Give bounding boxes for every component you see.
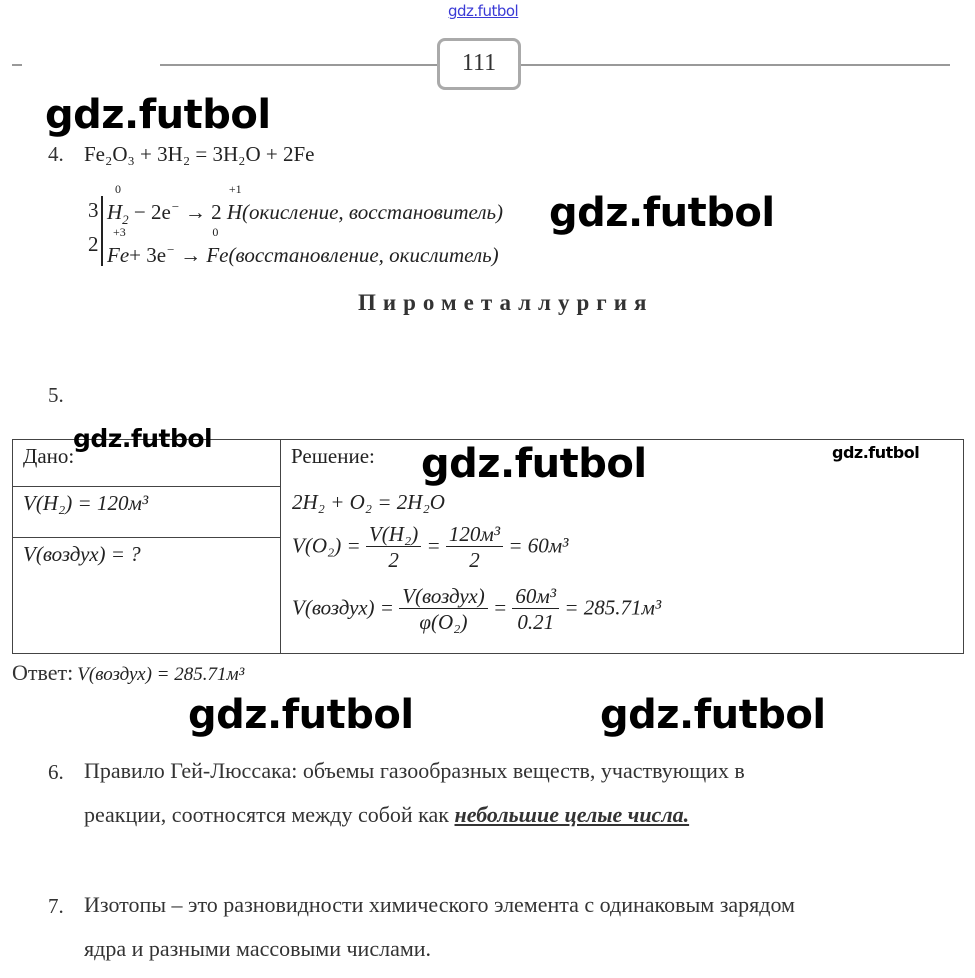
fraction bbox=[512, 584, 559, 635]
item-number: 4. bbox=[48, 142, 64, 166]
header-line-left bbox=[160, 64, 440, 66]
denominator: φ(O₂) bbox=[419, 610, 468, 634]
balance-line-oxidation bbox=[107, 182, 504, 228]
element-symbol: H bbox=[107, 200, 123, 224]
step-left: V(воздух) = bbox=[292, 595, 394, 620]
charge: − bbox=[170, 199, 180, 214]
given-unknown: V(воздух) = ? bbox=[23, 542, 141, 566]
numerator: V(H₂) bbox=[366, 522, 421, 547]
given-cell bbox=[13, 487, 281, 538]
denominator: 0.21 bbox=[517, 610, 555, 634]
item-number: 7. bbox=[48, 894, 64, 918]
watermark: gdz.futbol bbox=[421, 441, 647, 487]
item6-line1: Правило Гей-Люссака: объемы газообразных веществ, участвующих в bbox=[84, 758, 745, 783]
answer bbox=[12, 660, 244, 686]
header-line-right bbox=[520, 64, 950, 66]
oxidation-state: +1 bbox=[228, 182, 242, 196]
watermark: gdz.futbol bbox=[188, 692, 414, 738]
solution-step-air: V(воздух) = $\frac{\text{V(воздух)}}{\text{φ(O₂)}}$ = $\frac{\text{60м³}}{0.21}$ = 285.71м³ bbox=[292, 584, 662, 634]
subscript: 2 bbox=[122, 212, 129, 228]
coefficient: 2 bbox=[88, 232, 99, 256]
electron-term: + 3e bbox=[129, 243, 167, 267]
given-header: Дано: bbox=[23, 444, 75, 468]
step-result: = 60м³ bbox=[508, 533, 569, 558]
given-cell bbox=[13, 538, 281, 654]
watermark-top[interactable]: gdz.futbol bbox=[448, 2, 519, 20]
page-number: 111 bbox=[437, 38, 521, 90]
solution-equation: 2H₂ + O₂ = 2H₂O bbox=[292, 490, 445, 514]
numerator: 120м³ bbox=[446, 522, 503, 547]
denominator: 2 bbox=[469, 548, 480, 572]
answer-value: V(воздух) = 285.71м³ bbox=[77, 664, 245, 685]
reaction-arrow: → 2 bbox=[179, 200, 227, 224]
balance-line-reduction bbox=[107, 225, 499, 268]
balance-note: (восстановление, окислитель) bbox=[228, 243, 499, 267]
given-volume-h2: V(H₂) = 120м³ bbox=[23, 491, 149, 515]
item-number: 5. bbox=[48, 383, 64, 407]
watermark: gdz.futbol bbox=[73, 424, 213, 453]
oxidation-state: 0 bbox=[115, 182, 121, 196]
step-left: V(O₂) = bbox=[292, 533, 361, 558]
element-symbol: Fe bbox=[206, 243, 229, 267]
balance-note: (окисление, восстановитель) bbox=[242, 200, 504, 224]
item6-emphasis: небольшие целые числа. bbox=[454, 802, 690, 827]
watermark: gdz.futbol bbox=[45, 92, 271, 138]
watermark: gdz.futbol bbox=[832, 443, 920, 462]
charge: − bbox=[166, 242, 175, 257]
electron-balance-bracket bbox=[101, 196, 103, 266]
solution-step-o2: V(O₂) = $\frac{\text{V(H₂)}}{2}$ = $\frac{\text{120м³}}{2}$ = 60м³ bbox=[292, 522, 569, 572]
item6-text: реакции, соотносятся между собой как bbox=[84, 802, 455, 827]
watermark: gdz.futbol bbox=[549, 190, 775, 236]
numerator: V(воздух) bbox=[399, 584, 488, 609]
numerator: 60м³ bbox=[512, 584, 559, 609]
step-result: = 285.71м³ bbox=[564, 595, 662, 620]
item-number: 6. bbox=[48, 760, 64, 784]
item7-line1: Изотопы – это разновидности химического элемента с одинаковым зарядом bbox=[84, 892, 795, 917]
fraction bbox=[366, 522, 421, 573]
item6-line2 bbox=[84, 802, 689, 828]
electron-term: − 2e bbox=[128, 200, 171, 224]
answer-label: Ответ: bbox=[12, 660, 74, 685]
fraction bbox=[399, 584, 488, 635]
section-title: Пирометаллургия bbox=[358, 290, 654, 315]
solution-header: Решение: bbox=[291, 444, 375, 468]
element-symbol: Fe bbox=[107, 243, 130, 267]
watermark: gdz.futbol bbox=[600, 692, 826, 738]
reaction-equation: Fe₂O₃ + 3H₂ = 3H₂O + 2Fe bbox=[84, 142, 315, 166]
reaction-arrow: → bbox=[174, 243, 207, 267]
item7-line2: ядра и разными массовыми числами. bbox=[84, 936, 432, 961]
fraction bbox=[446, 522, 503, 573]
header-line-stub bbox=[12, 64, 22, 66]
oxidation-state: 0 bbox=[212, 225, 219, 239]
coefficient: 3 bbox=[88, 198, 99, 222]
denominator: 2 bbox=[388, 548, 399, 572]
element-symbol: H bbox=[226, 200, 243, 224]
oxidation-state: +3 bbox=[113, 225, 126, 239]
